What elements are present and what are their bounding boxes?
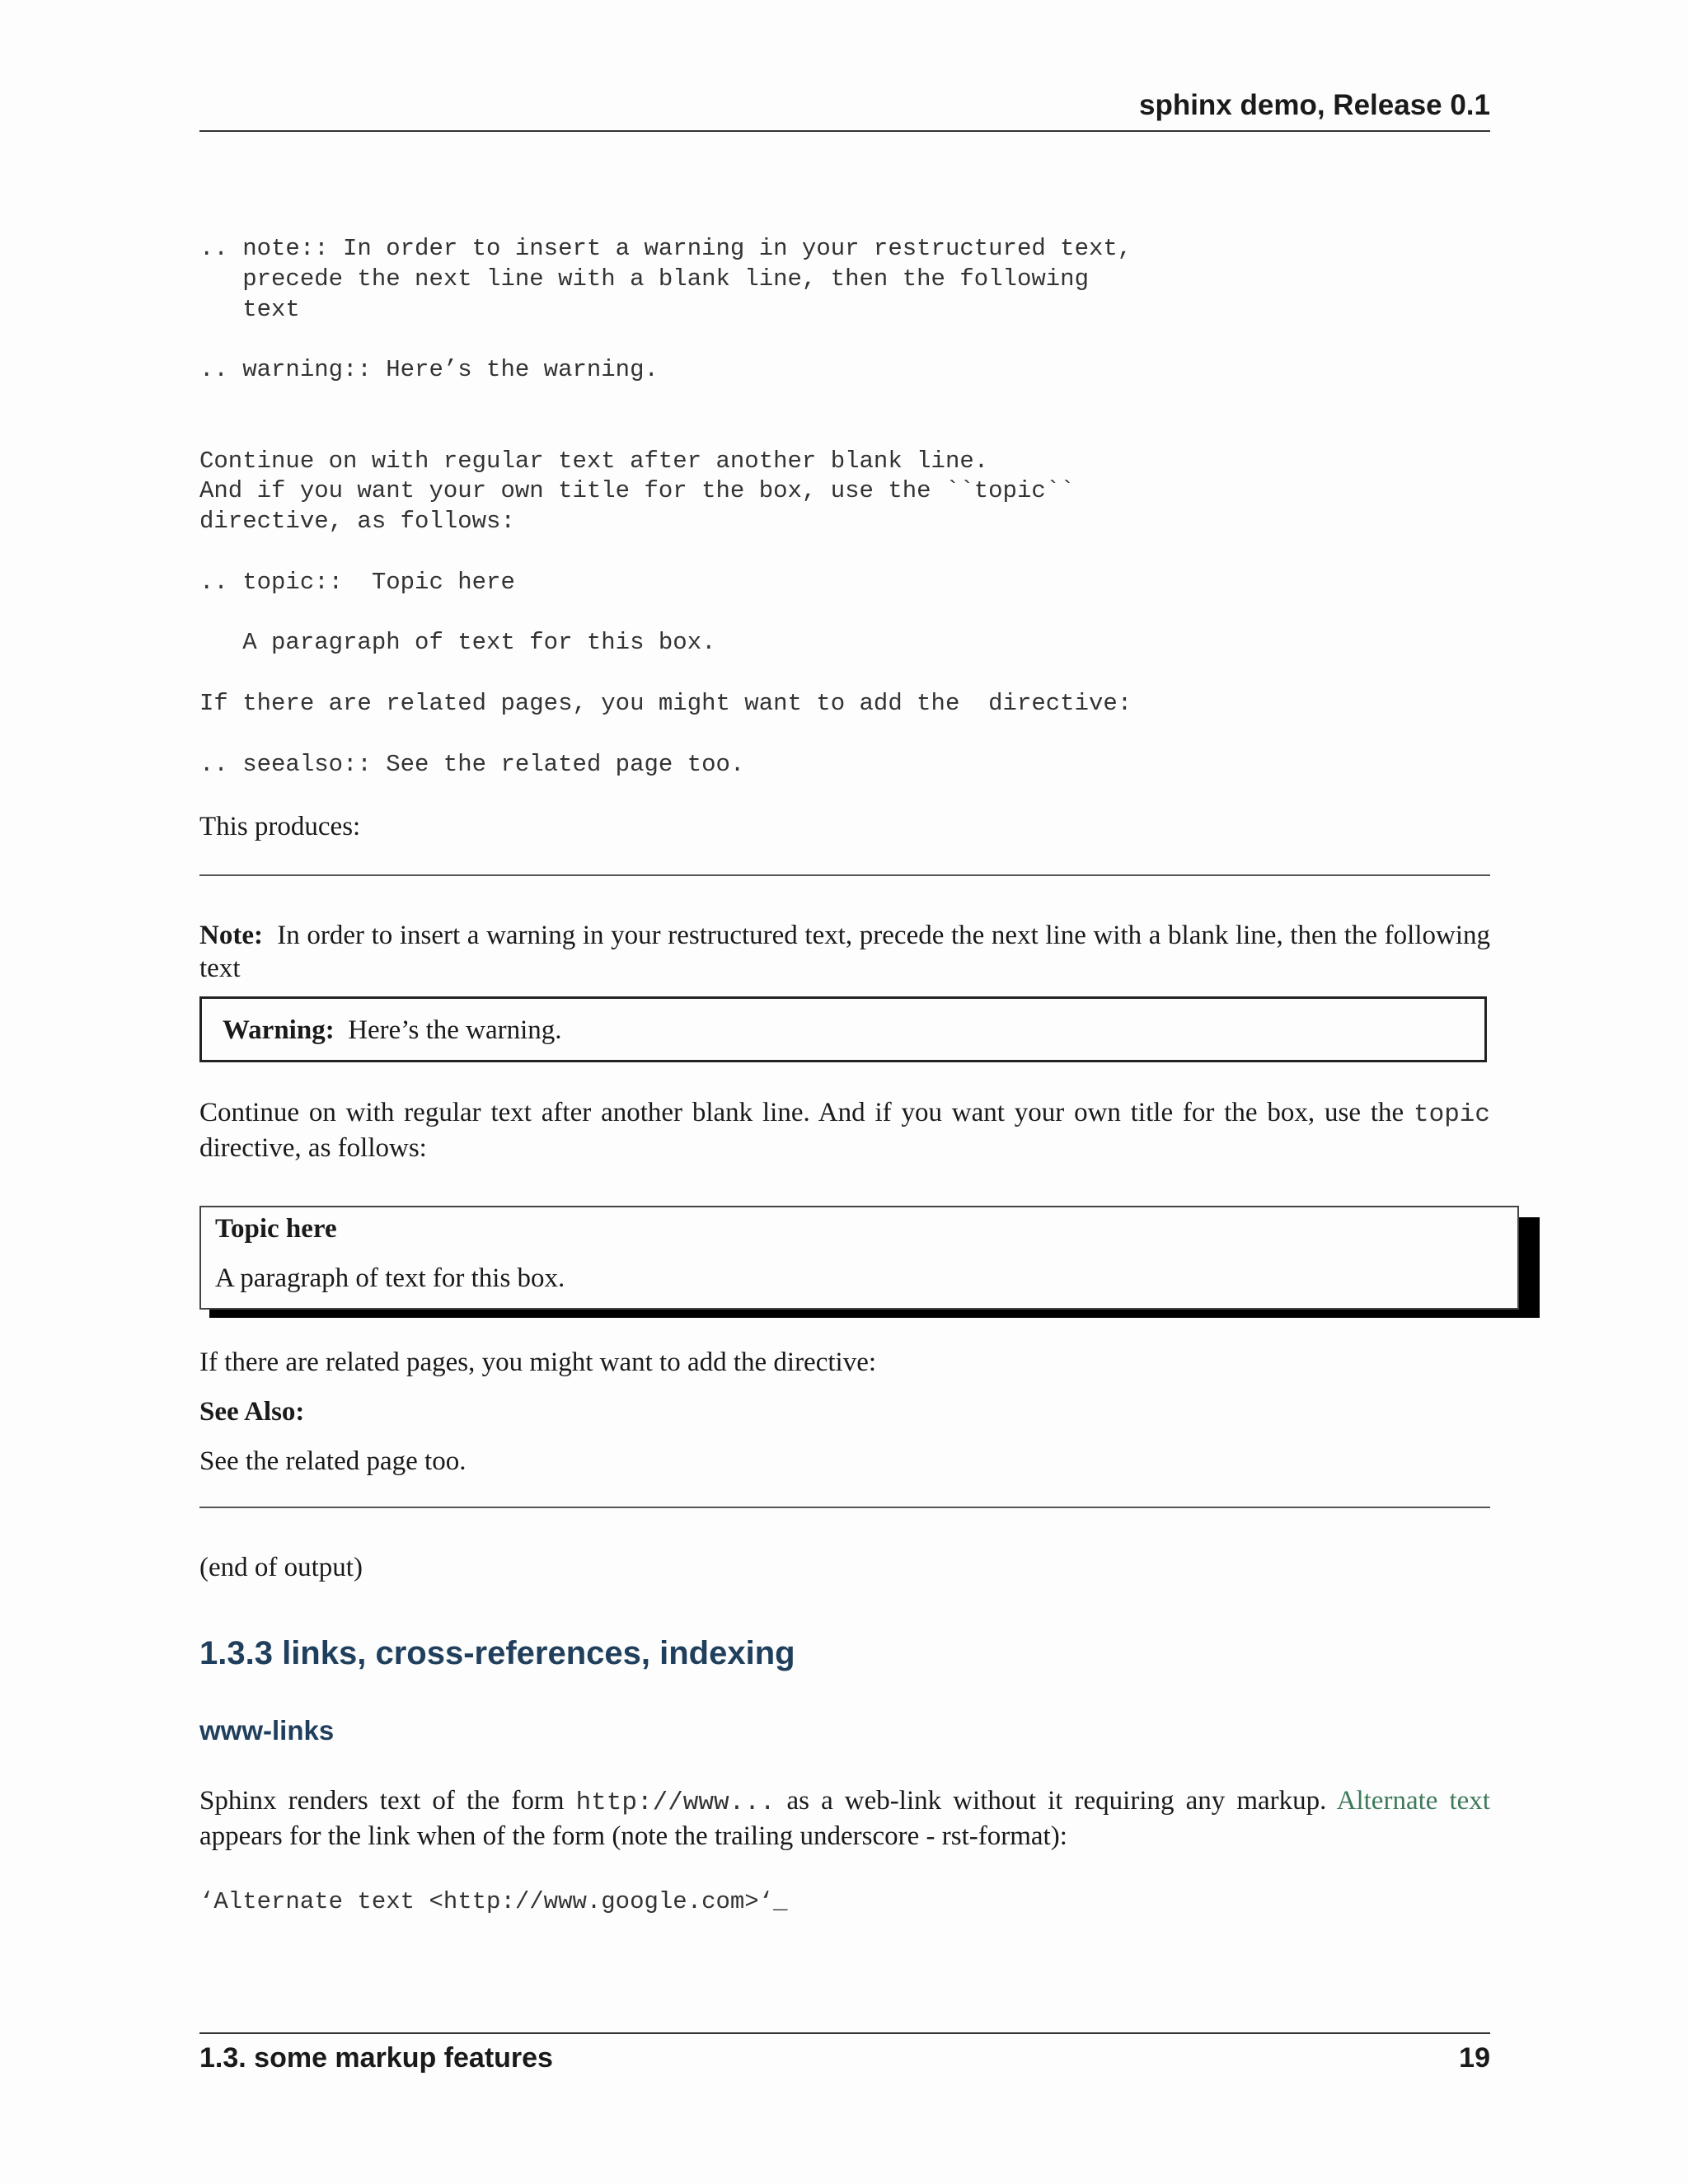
seealso-text: See the related page too. bbox=[199, 1446, 467, 1476]
warning-label: Warning: bbox=[223, 1015, 335, 1045]
topic-body: A paragraph of text for this box. bbox=[215, 1263, 565, 1293]
warning-content bbox=[223, 1014, 562, 1047]
www-links-paragraph: Sphinx renders text of the form http://www... as a web-link without it requiring any markup. Alternate text appears for the link when of the form (note the trailing underscore - rst-format): bbox=[199, 1786, 1490, 1851]
url-inline-code: http://www... bbox=[575, 1788, 776, 1817]
topic-inline-code: topic bbox=[1413, 1100, 1490, 1129]
link-code-example: ‘Alternate text <http://www.google.com>‘_ bbox=[199, 1888, 788, 1915]
running-header bbox=[199, 89, 1490, 132]
output-divider-bottom bbox=[199, 1507, 1490, 1508]
end-of-output-text: (end of output) bbox=[199, 1553, 363, 1582]
note-label: Note: bbox=[199, 921, 263, 950]
produces-text: This produces: bbox=[199, 812, 361, 841]
warning-text: Here’s the warning. bbox=[348, 1015, 562, 1045]
section-heading: 1.3.3 links, cross-references, indexing bbox=[199, 1635, 795, 1671]
warning-box bbox=[199, 996, 1487, 1062]
seealso-label: See Also: bbox=[199, 1397, 305, 1427]
footer-section-title: 1.3. some markup features bbox=[199, 2042, 553, 2074]
note-text: In order to insert a warning in your restructured text, precede the next line with a blank line, then the following text bbox=[199, 921, 1491, 983]
page-number: 19 bbox=[1459, 2042, 1490, 2074]
alternate-text-link[interactable]: Alternate text bbox=[1336, 1786, 1490, 1816]
topic-title: Topic here bbox=[215, 1214, 337, 1244]
related-pages-text: If there are related pages, you might want to add the directive: bbox=[199, 1347, 877, 1377]
note-admonition bbox=[199, 919, 1490, 985]
subsection-heading: www-links bbox=[199, 1715, 335, 1746]
rst-source-code-block: .. note:: In order to insert a warning in your restructured text, precede the next line with a blank line, then the following text .. warning:: Here’s the warning. Continue on with regular text after another blank line. And if you want your own title for the box, use the ``topic`` directive, as follows: .. topic:: Topic here A paragraph of text for this box. If there are related pages, you might want to add the directive: .. seealso:: See the related page too. bbox=[199, 235, 1132, 778]
continue-paragraph: Continue on with regular text after another blank line. And if you want your own title for the box, use the topic directive, as follows: bbox=[199, 1098, 1490, 1163]
header-title: sphinx demo, Release 0.1 bbox=[1138, 89, 1490, 121]
footer-rule bbox=[199, 2032, 1490, 2034]
output-divider-top bbox=[199, 874, 1490, 876]
topic-box bbox=[199, 1206, 1519, 1310]
